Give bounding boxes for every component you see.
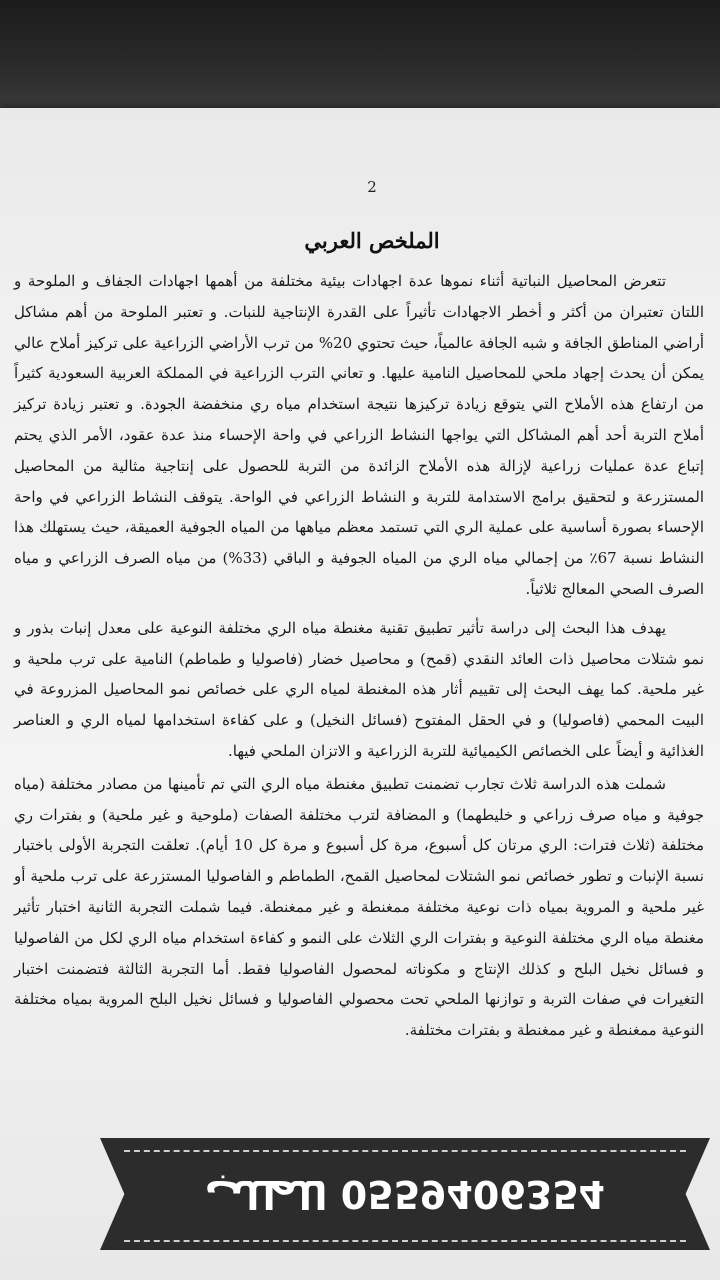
document-body — [14, 266, 704, 1054]
paragraph-experiments: شملت هذه الدراسة ثلاث تجارب تضمنت تطبيق مغنطة مياه الري التي تم تأمينها من مصادر مختلفة (مياه جوفية و مياه صرف زراعي و خليطهما) و المضافة لترب مختلفة الصفات (ملوحية و غير ملحية) و بفترات ري مختلفة (ثلاث فترات: الري مرتان كل أسبوع، مرة كل أسبوع و مرة كل 10 أيام). تعلقت التجربة الأولى باختبار نسبة الإنبات و تطور خصائص نمو الشتلات لمحاصيل القمح، الطماطم و الفاصوليا المستزرعة على ترب ملحية أو غير ملحية و المروية بمياه ذات نوعية مختلفة ممغنطة و غير ممغنطة. فيما شملت التجربة الثانية اختبار تأثير مغنطة مياه الري مختلفة النوعية و بفترات الري الثلاث على النمو و كفاءة استخدام مياه الري لكل من الفاصوليا و فسائل نخيل البلح و كذلك الإنتاج و مكوناته لمحصول الفاصوليا فقط. أما التجربة الثالثة فتضمنت اختبار التغيرات في صفات التربة و توازنها الملحي تحت محصولي الفاصوليا و فسائل نخيل البلح المروية بمياه مختلفة النوعية ممغنطة و غير ممغنطة و بفترات مختلفة. — [14, 774, 704, 1040]
paragraph-intro: تتعرض المحاصيل النباتية أثناء نموها عدة اجهادات بيئية مختلفة من أهمها اجهادات الجفاف و الملوحة و اللتان تعتبران من أكثر و أخطر الاجهادات تأثيراً على القدرة الإنتاجية للنبات. و تعتبر الملوحة من أهم مشاكل أراضي المناطق الجافة و شبه الجافة عالمياً، حيث تحتوي 20% من ترب الأراضي الزراعية على تركيز أملاح عالي يمكن أن يحدث إجهاد ملحي للمحاصيل النامية عليها. و تعاني الترب الزراعية في المملكة العربية السعودية كثيراً من ارتفاع هذه الأملاح التي يتوقع زيادة تركيزها نتيجة استخدام مياه ري منخفضة الجودة. و تعتبر زيادة تركيز أملاح التربة أحد أهم المشاكل التي يواجها النشاط الزراعي في واحة الإحساء منذ عدة عقود، الأمر الذي يحتم إتباع عدة عمليات زراعية لإزالة هذه الأملاح الزائدة من التربة للحصول على إنتاجية مثالية من المحاصيل المستزرعة و لتحقيق برامج الاستدامة للتربة و النشاط الزراعي في الواحة. يتوقف النشاط الزراعي في واحة الإحساء بصورة أساسية على عملية الري التي تستمد معظم مياهها من المياه الجوفية العميقة، حيث يستهلك هذا النشاط نسبة 67٪ من إجمالي مياه الري من المياه الجوفية و الباقي (33%) من مياه الصرف الزراعي و مياه الصرف الصحي المعالج ثلاثياً. — [14, 272, 705, 598]
ribbon-contact-text: 0559406354 للطلب — [204, 1172, 606, 1216]
paragraph-objective: يهدف هذا البحث إلى دراسة تأثير تطبيق تقنية مغنطة مياه الري مختلفة النوعية على معدل إنبات بذور و نمو شتلات محاصيل ذات العائد النقدي (قمح) و محاصيل خضار (فاصوليا و طماطم) النامية على ترب ملحية و غير ملحية. كما يهف البحث إلى تقييم أثار هذه المغنطة لمياه الري على خصائص نمو المحاصيل المزروعة في البيت المحمي (فاصوليا) و في الحقل المفتوح (فسائل النخيل) و على كفاءة استخدامها لمياه الري و العناصر الغذائية و أيضاً على الخصائص الكيميائية للتربة الزراعية و الاتزان الملحي فيها. — [14, 618, 704, 760]
dark-background-top — [0, 0, 720, 112]
page-number: 2 — [367, 178, 377, 196]
page-title: الملخص العربي — [304, 228, 440, 253]
